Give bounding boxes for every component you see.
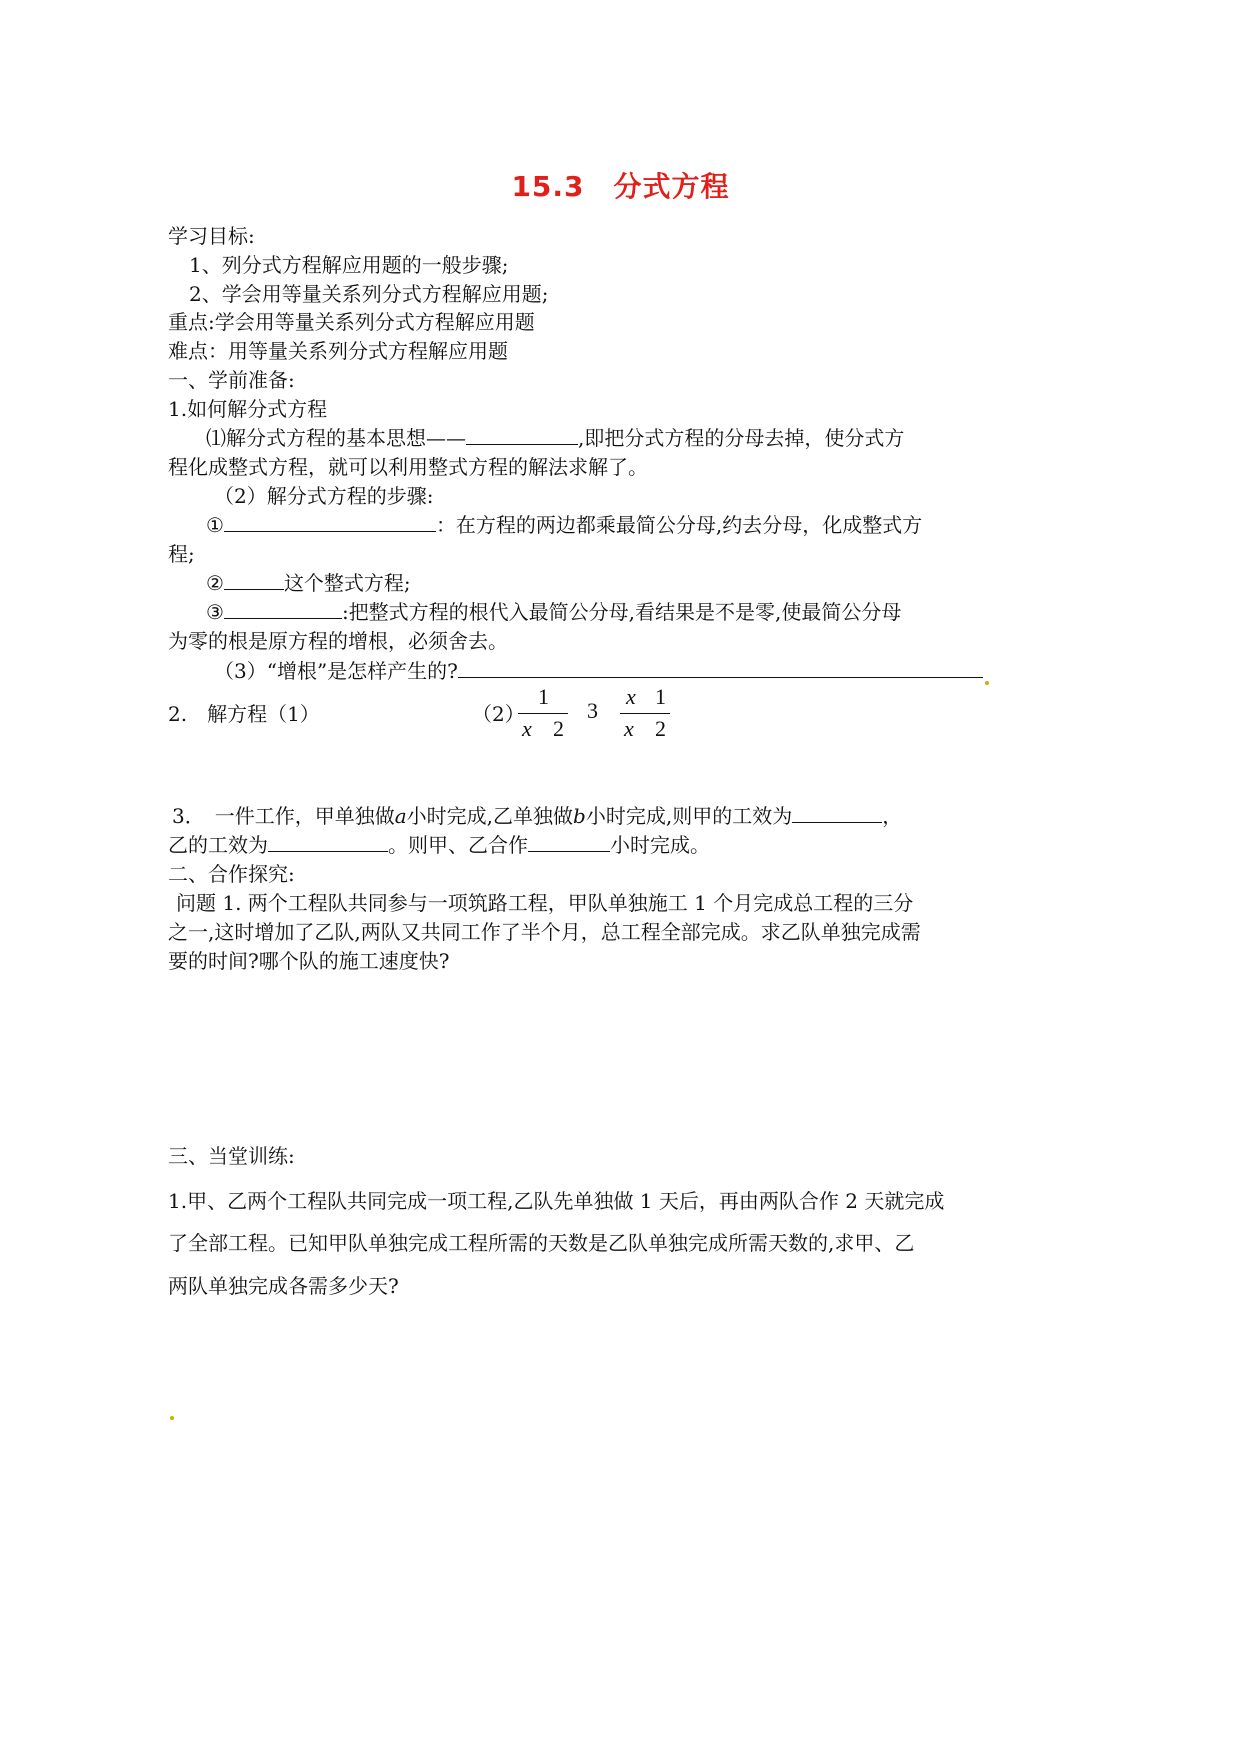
practice-heading: 三、当堂训练: [168, 1144, 295, 1168]
goal-item-1: 1、列分式方程解应用题的一般步骤; [189, 253, 509, 277]
q1-1-line2: 程化成整式方程，就可以利用整式方程的解法求解了。 [168, 455, 648, 479]
eq-num2-1: 1 [655, 684, 666, 709]
q2-label: 2. 解方程（1） [168, 702, 320, 726]
q1-3-line [214, 657, 989, 685]
q3-part1: 3． 一件工作，甲单独做 [172, 804, 395, 828]
q3-line2-b: 。则甲、乙合作 [388, 833, 528, 857]
q3-line1 [172, 802, 902, 830]
step2-text: 这个整式方程; [283, 571, 411, 595]
q3-line2-c: 小时完成。 [610, 833, 710, 857]
q1-title: 1.如何解分式方程 [168, 397, 328, 421]
step3-line2: 为零的根是原方程的增根，必须舍去。 [168, 629, 508, 653]
q3-line2 [168, 831, 710, 859]
eq-den2-2: 2 [655, 716, 666, 741]
explore-p1: 问题 1. 两个工程队共同参与一项筑路工程，甲队单独施工 1 个月完成总工程的三分 [176, 891, 914, 915]
step3-text: :把整式方程的根代入最简公分母,看结果是不是零,使最简公分母 [341, 600, 902, 624]
goals-heading: 学习目标: [168, 224, 255, 248]
eq-den1-x [522, 716, 532, 742]
q3-var-a: a [394, 804, 407, 828]
prep-heading: 一、学前准备: [168, 368, 295, 392]
answer-blank-yi-rate[interactable] [268, 831, 388, 852]
q1-3-text: （3）“增根”是怎样产生的? [214, 659, 458, 683]
explore-heading: 二、合作探究: [168, 862, 295, 886]
stray-mark-bottom [170, 1416, 174, 1420]
eq-num2-x [626, 684, 636, 710]
step2-line [206, 569, 411, 597]
answer-blank-step3[interactable] [224, 598, 342, 619]
q3-line2-a: 乙的工效为 [168, 833, 268, 857]
q3-part3: 小时完成,则甲的工效为 [585, 804, 793, 828]
explore-p3: 要的时间?哪个队的施工速度快? [168, 949, 450, 973]
eq-fraction-bar-2 [620, 713, 670, 714]
eq-fraction-bar-1 [518, 713, 568, 714]
explore-p2: 之一,这时增加了乙队,两队又共同工作了半个月，总工程全部完成。求乙队单独完成需 [168, 920, 921, 944]
step1-text: ：在方程的两边都乘最简公分母,约去分母，化成整式方 [435, 513, 923, 537]
step1-line [206, 511, 922, 539]
goal-item-2: 2、学会用等量关系列分式方程解应用题; [189, 282, 549, 306]
eq-num1: 1 [538, 684, 549, 709]
key-point: 重点:学会用等量关系列分式方程解应用题 [168, 310, 535, 334]
page-title: 15.3 分式方程 [511, 170, 730, 203]
answer-blank-step2[interactable] [224, 569, 284, 590]
answer-blank-jia-rate[interactable] [792, 802, 882, 823]
q3-comma: ， [882, 804, 903, 828]
answer-blank-basic-idea[interactable] [466, 424, 578, 445]
answer-blank-combined-hours[interactable] [528, 831, 610, 852]
practice-p3: 两队单独完成各需多少天? [168, 1274, 399, 1298]
practice-p1: 1.甲、乙两个工程队共同完成一项工程,乙队先单独做 1 天后，再由两队合作 2 天就完成 [168, 1189, 945, 1213]
answer-blank-step1[interactable] [224, 511, 436, 532]
eq-den1-2: 2 [553, 716, 564, 741]
eq-num2-x-text: x [626, 684, 636, 709]
eq-coef: 3 [587, 698, 598, 723]
q1-2-title: （2）解分式方程的步骤: [214, 484, 434, 508]
eq-den2-x [624, 716, 634, 742]
eq-den1-x-text: x [522, 716, 532, 741]
step3-mark: ③ [206, 600, 224, 624]
q1-1-prefix: ⑴解分式方程的基本思想—— [206, 426, 466, 450]
difficulty: 难点：用等量关系列分式方程解应用题 [168, 339, 508, 363]
stray-mark [985, 681, 989, 685]
practice-p2: 了全部工程。已知甲队单独完成工程所需的天数是乙队单独完成所需天数的,求甲、乙 [168, 1231, 915, 1255]
step1-line2: 程; [168, 542, 195, 566]
q1-1-line [206, 424, 904, 452]
eq-den2-x-text: x [624, 716, 634, 741]
q2-part2: （2） [472, 702, 525, 726]
answer-blank-extraneous-root[interactable] [458, 657, 983, 678]
q1-1-suffix: ,即把分式方程的分母去掉，使分式方 [578, 426, 905, 450]
q3-var-b: b [573, 804, 586, 828]
step3-line [206, 598, 901, 626]
q3-part2: 小时完成,乙单独做 [406, 804, 574, 828]
step1-mark: ① [206, 513, 224, 537]
step2-mark: ② [206, 571, 224, 595]
